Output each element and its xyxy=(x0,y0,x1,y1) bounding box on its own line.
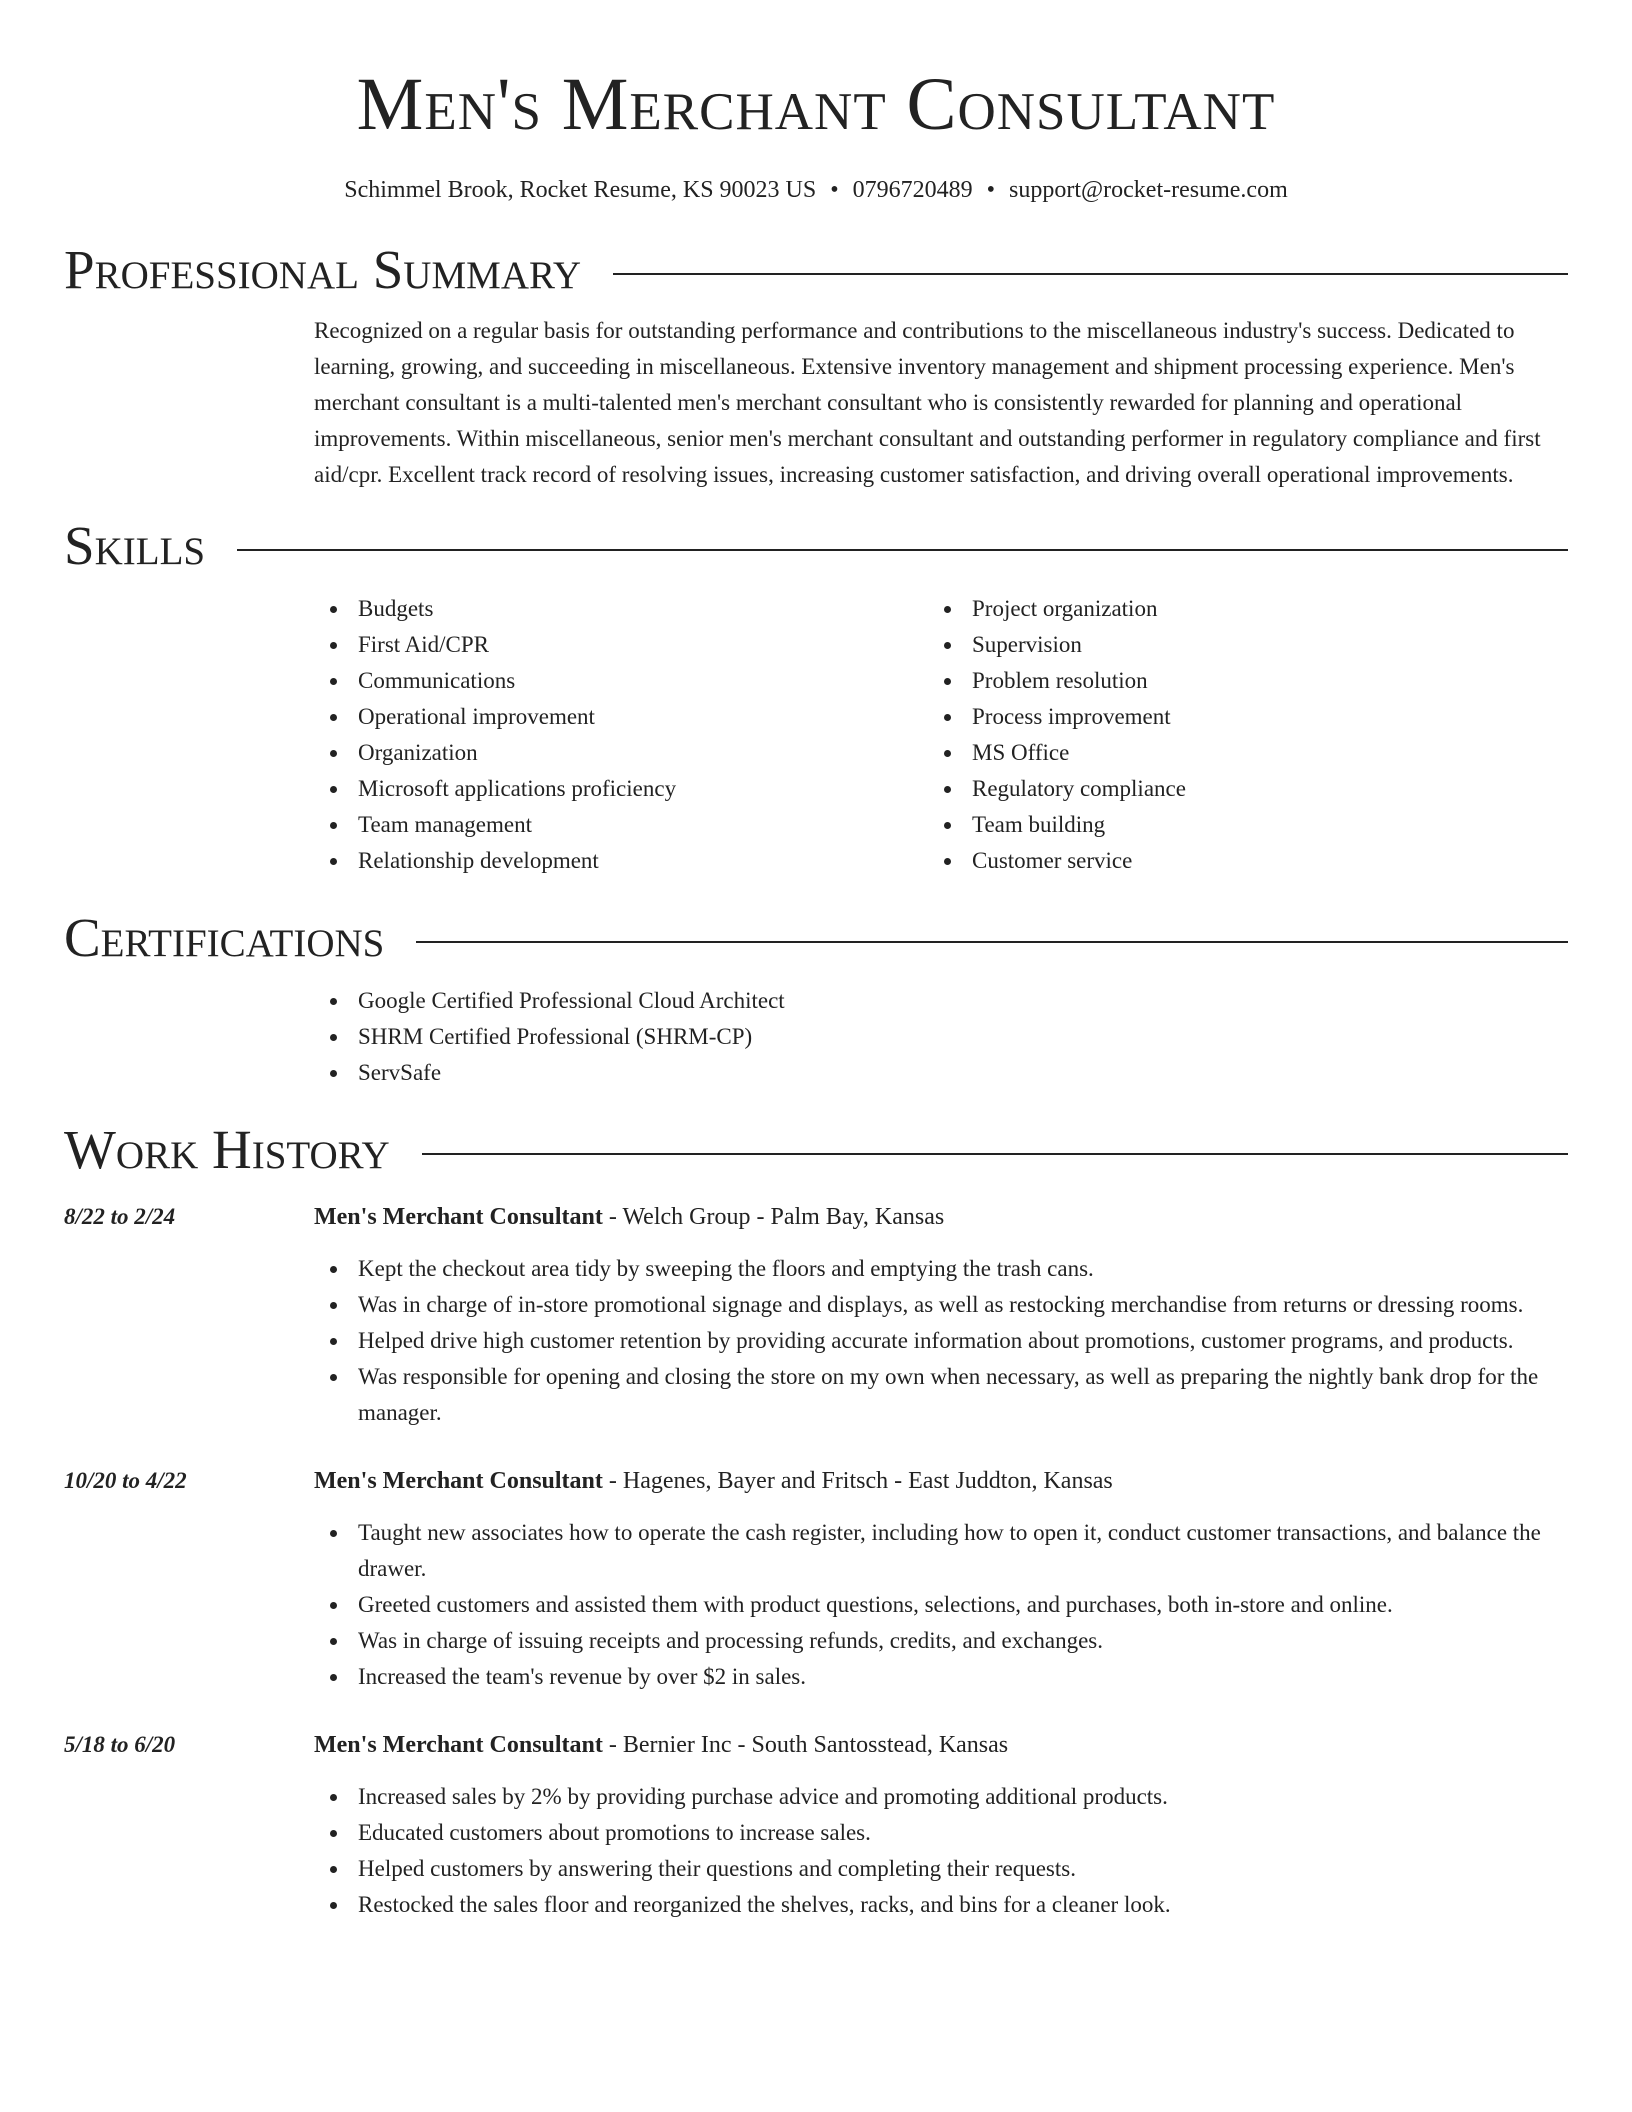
job-bullet: Was responsible for opening and closing the store on my own when necessary, as well as preparing the nightly bank drop for the manager. xyxy=(314,1359,1568,1431)
summary-section-header xyxy=(64,237,1568,303)
job-bullet: Was in charge of issuing receipts and processing refunds, credits, and exchanges. xyxy=(314,1623,1568,1659)
certifications-title: Certifications xyxy=(64,907,385,968)
certification-item: Google Certified Professional Cloud Architect xyxy=(314,983,1568,1019)
skill-item: First Aid/CPR xyxy=(314,627,928,663)
section-divider xyxy=(237,549,1568,551)
section-divider xyxy=(416,941,1568,943)
work-history-list xyxy=(64,1199,1568,1923)
job-bullet: Kept the checkout area tidy by sweeping the floors and emptying the trash cans. xyxy=(314,1251,1568,1287)
skills-title: Skills xyxy=(64,515,206,576)
job-entry xyxy=(64,1463,1568,1695)
job-bullet: Greeted customers and assisted them with product questions, selections, and purchases, both in-store and online. xyxy=(314,1587,1568,1623)
email: support@rocket-resume.com xyxy=(1009,177,1288,203)
summary-text: Recognized on a regular basis for outstanding performance and contributions to the miscellaneous industry's success. Dedicated to learning, growing, and succeeding in miscellaneous. Extensive inventory management and shipment processing experience. Men's merchant consultant is a multi-talented men's merchant consultant who is consistently rewarded for planning and operational improvements. Within miscellaneous, senior men's merchant consultant and outstanding performer in regulatory compliance and first aid/cpr. Excellent track record of resolving issues, increasing customer satisfaction, and driving overall operational improvements. xyxy=(314,318,1541,487)
certifications-section xyxy=(314,983,1568,1091)
skill-item: Team management xyxy=(314,807,928,843)
job-bullet: Increased the team's revenue by over $2 in sales. xyxy=(314,1659,1568,1695)
section-divider xyxy=(422,1153,1568,1155)
job-role: Men's Merchant Consultant xyxy=(314,1732,603,1758)
work-section-header xyxy=(64,1117,1568,1183)
skill-item: Operational improvement xyxy=(314,699,928,735)
skill-item: Relationship development xyxy=(314,843,928,879)
summary-title: Professional Summary xyxy=(64,239,582,300)
certifications-list xyxy=(314,983,1568,1091)
work-title: Work History xyxy=(64,1119,390,1180)
job-bullet: Taught new associates how to operate the cash register, including how to open it, conduct customer transactions, and balance the drawer. xyxy=(314,1515,1568,1587)
separator-dot: • xyxy=(830,177,839,203)
skill-item: Regulatory compliance xyxy=(928,771,1542,807)
skills-section xyxy=(314,591,1568,879)
skill-item: Microsoft applications proficiency xyxy=(314,771,928,807)
job-company-location: - Bernier Inc - South Santosstead, Kansas xyxy=(602,1732,1009,1758)
job-dates: 8/22 to 2/24 xyxy=(64,1204,176,1229)
job-entry xyxy=(64,1727,1568,1923)
skill-item: Process improvement xyxy=(928,699,1542,735)
skill-item: Supervision xyxy=(928,627,1542,663)
job-role: Men's Merchant Consultant xyxy=(314,1204,603,1230)
summary-section xyxy=(314,313,1568,493)
job-heading xyxy=(314,1463,1568,1499)
skill-item: MS Office xyxy=(928,735,1542,771)
skills-list-left xyxy=(314,591,928,879)
skill-item: Communications xyxy=(314,663,928,699)
job-company-location: - Hagenes, Bayer and Fritsch - East Juddton, Kansas xyxy=(602,1468,1113,1494)
job-bullet: Helped customers by answering their questions and completing their requests. xyxy=(314,1851,1568,1887)
certifications-section-header xyxy=(64,905,1568,971)
job-bullets xyxy=(314,1515,1568,1695)
job-entry xyxy=(64,1199,1568,1431)
skill-item: Team building xyxy=(928,807,1542,843)
skill-item: Problem resolution xyxy=(928,663,1542,699)
job-heading xyxy=(314,1727,1568,1763)
skills-section-header xyxy=(64,513,1568,579)
job-role: Men's Merchant Consultant xyxy=(314,1468,603,1494)
job-detail xyxy=(314,1463,1568,1695)
job-detail xyxy=(314,1727,1568,1923)
job-bullet: Educated customers about promotions to increase sales. xyxy=(314,1815,1568,1851)
skill-item: Project organization xyxy=(928,591,1542,627)
job-bullet: Restocked the sales floor and reorganized the shelves, racks, and bins for a cleaner look. xyxy=(314,1887,1568,1923)
certification-item: SHRM Certified Professional (SHRM-CP) xyxy=(314,1019,1568,1055)
job-bullets xyxy=(314,1779,1568,1923)
section-divider xyxy=(613,273,1568,275)
skill-item: Budgets xyxy=(314,591,928,627)
job-bullet: Increased sales by 2% by providing purchase advice and promoting additional products. xyxy=(314,1779,1568,1815)
resume-name: Men's Merchant Consultant xyxy=(356,63,1276,146)
certification-item: ServSafe xyxy=(314,1055,1568,1091)
phone: 0796720489 xyxy=(852,177,973,203)
job-company-location: - Welch Group - Palm Bay, Kansas xyxy=(602,1204,945,1230)
job-dates: 5/18 to 6/20 xyxy=(64,1732,176,1757)
address: Schimmel Brook, Rocket Resume, KS 90023 US xyxy=(344,177,817,203)
job-dates: 10/20 to 4/22 xyxy=(64,1468,187,1493)
job-detail xyxy=(314,1199,1568,1431)
skill-item: Customer service xyxy=(928,843,1542,879)
job-bullet: Was in charge of in-store promotional signage and displays, as well as restocking merchandise from returns or dressing rooms. xyxy=(314,1287,1568,1323)
job-bullet: Helped drive high customer retention by providing accurate information about promotions, customer programs, and products. xyxy=(314,1323,1568,1359)
separator-dot: • xyxy=(986,177,996,203)
skill-item: Organization xyxy=(314,735,928,771)
skills-grid xyxy=(314,591,1568,879)
job-bullets xyxy=(314,1251,1568,1431)
job-heading xyxy=(314,1199,1568,1235)
contact-line xyxy=(64,173,1568,207)
skills-list-right xyxy=(928,591,1542,879)
